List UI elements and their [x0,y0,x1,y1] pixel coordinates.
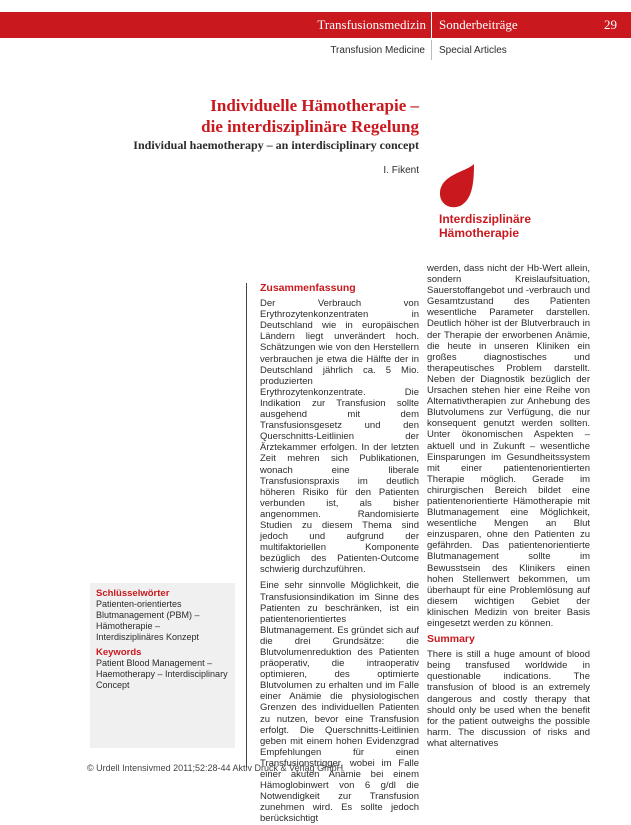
author: I. Fikent [383,165,419,176]
summary-paragraph: There is still a huge amount of blood being transfused worldwide in questionable indications. The transfusion of blood is an extremely dangerous and costly therapy that should only be used when the benefit for the patient outweighs the possible harm. The discussion of risks and what alternatives [427,649,590,749]
running-header [0,12,631,38]
abstract-paragraph-1: Der Verbrauch von Erythrozytenkonzentraten in Deutschland wie in europäischen Ländern liegt unverändert hoch. Schätzungen wie von den Herstellern verbrauchen je etwa die Hälfte der in Deutschland jährlich ca. 5 Mio. produzierten Erythrozytenkonzentrate. Die Indikation zur Transfusion sollte ausgehend mit dem Transfusionsgesetz und den Querschnitts-Leitlinien der Ärztekammer erfolgen. In der letzten Zeit mehren sich Publikationen, wonach eine liberale Transfusionspraxis im deutlich höheren Risiko für den Patienten verbunden ist, als bisher angenommen. Randomisierte Studien zu diesem Thema sind jedoch und aufgrund der multifaktoriellen Komponente bezüglich des Patienten-Outcome schwierig durchzuführen. [260,298,419,576]
section-subtitle: Transfusion Medicine [330,45,425,56]
continuation-column [427,263,590,773]
keywords-heading-en: Keywords [96,647,142,658]
blood-drop-icon [436,160,476,210]
page-footer: © Urdell Intensivmed 2011;52:28-44 Aktiv Druck & Verlag GmbH [87,763,344,773]
article-title-german [99,95,419,137]
title-line-1: Individuelle Hämotherapie – [210,96,419,115]
keywords-text-de: Patienten-orientiertes Blutmanagement (PBM) – Hämotherapie – Interdisziplinäres Konzept [96,599,200,642]
category-subtitle: Special Articles [439,45,507,56]
header-divider [431,12,432,38]
section-title: Transfusionsmedizin [317,17,426,32]
title-line-2: die interdisziplinäre Regelung [201,117,419,136]
keywords-heading-de: Schlüsselwörter [96,588,170,599]
keywords-box [90,583,235,748]
sidebar-heading: Interdisziplinäre Hämotherapie [439,212,532,240]
category-title: Sonderbeiträge [439,17,518,32]
keywords-text-en: Patient Blood Management – Haemotherapy – Interdisciplinary Concept [96,658,228,690]
column-rule [246,283,247,768]
summary-heading: Summary [427,633,475,646]
abstract-heading: Zusammenfassung [260,282,356,294]
abstract-paragraph-2: Eine sehr sinnvolle Möglichkeit, die Transfusionsindikation im Sinne des Patienten zu beschränken, ist ein patientenorientiertes Blutmanagement. Es gründet sich auf die drei Grundsätze: die Blutvolumenreduktion des Patienten präoperativ, die intraoperativ optimieren, des optimierte Blutvolumen zu erhalten und im Falle einer Anämie die physiologischen Grenzen des individuellen Patienten zu nutzen, bevor eine Transfusion erfolgt. Die Querschnitts-Leitlinien geben mit einem hohen Evidenzgrad Empfehlungen für einen Transfusionstrigger, wobei im Falle einer akuten Anämie bei einem Hämoglobinwert von 6 g/dl die Notwendigkeit zur Transfusion zunehmen wird. Es sollte jedoch berücksichtigt [260,580,419,825]
abstract-column [260,282,419,825]
page-number: 29 [604,17,617,32]
subheader-divider [431,40,432,60]
continuation-paragraph: werden, dass nicht der Hb-Wert allein, sondern Kreislaufsituation, Sauerstoffangebot und -verbrauch und Gesamtzustand des Patienten wesentliche Parameter darstellen. Deutlich höher ist der Blutverbrauch in der Therapie der erworbenen Anämie, die heute in unseren Kliniken ein großes diagnostisches und therapeutisches Problem darstellt. Neben der Diagnostik bezüglich der Ursachen stehen hier eine Reihe von Alternativtherapien zur Anhebung des Blutvolumens zur Verfügung, die nur konsequent genutzt werden sollten. Unter ökonomischen Aspekten – aktuell und in Zukunft – wesentliche Einsparungen im Gesundheitssystem mit einer patientenorientierten Therapie möglich. Gerade im chirurgischen Bereich bildet eine patientenorientierte Hämotherapie mit Blutmanagement eine Möglichkeit, wesentliche Mengen an Blut einzusparen, ohne den Patienten zu gefährden. Das patientenorientierte Blutmanagement sollte im Bewusstsein des Klinikers einen hohen Stellenwert bekommen, um überhaupt für eine Problemlösung auf diesem wichtigen Gebiet der klinischen Medizin von breiter Basis eingesetzt werden zu können. [427,263,590,629]
article-title-english: Individual haemotherapy – an interdisciplinary concept [133,138,419,152]
